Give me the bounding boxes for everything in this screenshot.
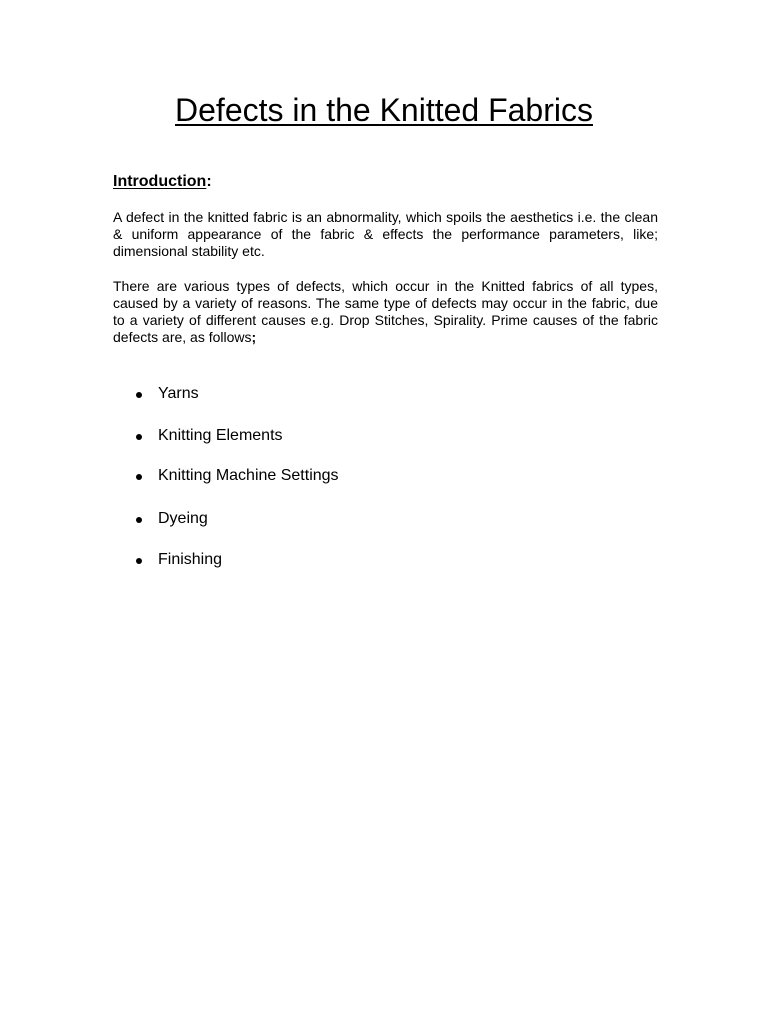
bullet-icon xyxy=(136,434,142,440)
bullet-icon xyxy=(136,558,142,564)
section-heading-text: Introduction xyxy=(113,173,207,190)
bullet-icon xyxy=(136,517,142,523)
list-item-label: Knitting Machine Settings xyxy=(158,467,339,484)
intro-paragraph-2-end: ; xyxy=(251,329,257,345)
list-item xyxy=(136,509,208,529)
list-item xyxy=(136,426,283,446)
list-item-label: Finishing xyxy=(158,551,223,568)
list-item-label: Knitting Elements xyxy=(158,427,283,444)
section-heading-colon: : xyxy=(206,173,212,190)
section-heading xyxy=(113,172,212,192)
intro-paragraph-2-text: There are various types of defects, which occur in the Knitted fabrics of all types, caused by a variety of reasons. The same type of defects may occur in the fabric, due to a variety of different causes e.g. Drop Stitches, Spirality. Prime causes of the fabric defects are, as follows xyxy=(113,278,658,345)
list-item-label: Dyeing xyxy=(158,510,208,527)
intro-paragraph-1: A defect in the knitted fabric is an abnormality, which spoils the aesthetics i.e. the clean & uniform appearance of the fabric & effects the performance parameters, like; dimensional stability etc. xyxy=(113,209,658,259)
bullet-icon xyxy=(136,474,142,480)
list-item-label: Yarns xyxy=(158,385,199,402)
intro-paragraph-2 xyxy=(113,278,658,346)
list-item xyxy=(136,466,339,486)
bullet-icon xyxy=(136,392,142,398)
list-item xyxy=(136,550,222,570)
list-item xyxy=(136,384,199,404)
document-title: Defects in the Knitted Fabrics xyxy=(175,92,593,128)
